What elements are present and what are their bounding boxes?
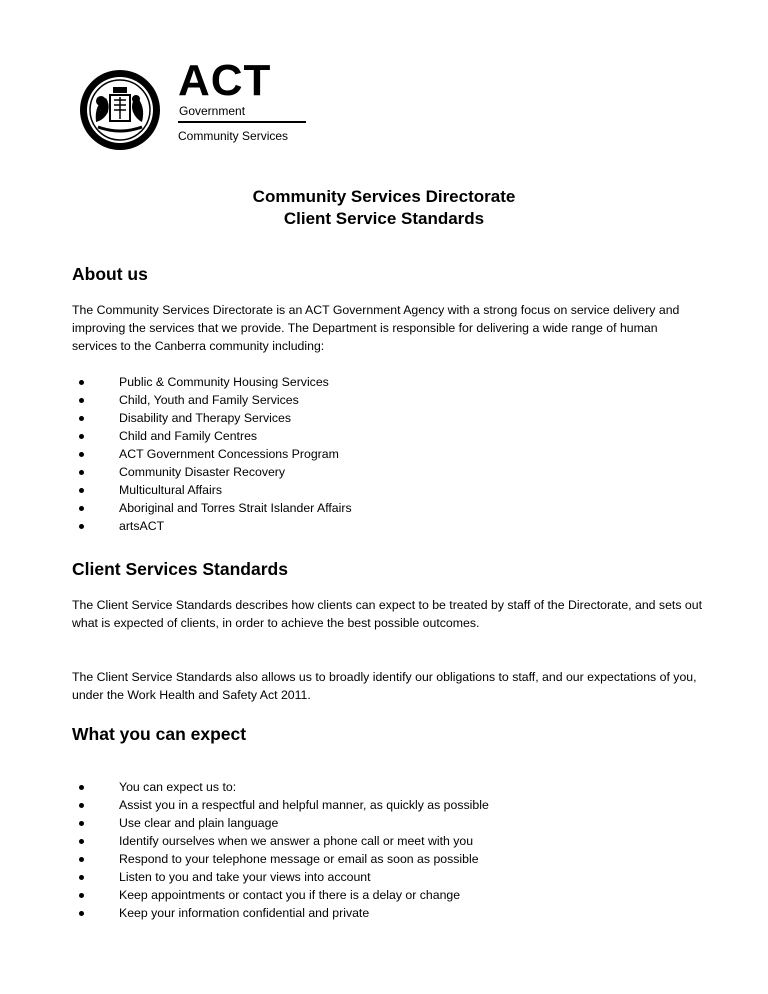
list-item: Disability and Therapy Services [72,409,352,427]
list-item: Use clear and plain language [72,814,489,832]
list-item: Assist you in a respectful and helpful manner, as quickly as possible [72,796,489,814]
logo-government-text: Government [179,104,246,118]
act-government-logo [78,56,318,153]
list-item: Identify ourselves when we answer a phone call or meet with you [72,832,489,850]
standards-heading: Client Services Standards [72,559,288,579]
list-item: Respond to your telephone message or email as soon as possible [72,850,489,868]
document-title [0,186,768,230]
logo-department-text: Community Services [178,129,289,143]
list-item: Child and Family Centres [72,427,352,445]
list-item: You can expect us to: [72,778,489,796]
expectations-list [72,778,489,922]
list-item: Community Disaster Recovery [72,463,352,481]
list-item: ACT Government Concessions Program [72,445,352,463]
title-line-1: Community Services Directorate [252,187,516,206]
title-line-2: Client Service Standards [283,209,485,228]
list-item: Keep appointments or contact you if there is a delay or change [72,886,489,904]
about-paragraph: The Community Services Directorate is an ACT Government Agency with a strong focus on service delivery and improving the services that we provide. The Department is responsible for delivering a wide range of human services to the Canberra community including: [72,303,680,353]
standards-paragraph-1: The Client Service Standards describes how clients can expect to be treated by staff of the Directorate, and sets out what is expected of clients, in order to achieve the best possible outcomes. [72,598,702,630]
list-item: Public & Community Housing Services [72,373,352,391]
standards-paragraph-2: The Client Service Standards also allows us to broadly identify our obligations to staff, and our expectations of you, under the Work Health and Safety Act 2011. [72,670,697,702]
logo-wordmark: ACT [178,56,272,105]
services-list [72,373,352,535]
list-item: Aboriginal and Torres Strait Islander Affairs [72,499,352,517]
coat-of-arms-seal-icon [78,67,168,153]
list-item: Multicultural Affairs [72,481,352,499]
list-item: Listen to you and take your views into account [72,868,489,886]
list-item: artsACT [72,517,352,535]
expect-heading: What you can expect [72,724,247,744]
list-item: Keep your information confidential and private [72,904,489,922]
logo-divider [178,121,306,123]
list-item: Child, Youth and Family Services [72,391,352,409]
about-heading: About us [72,264,148,284]
